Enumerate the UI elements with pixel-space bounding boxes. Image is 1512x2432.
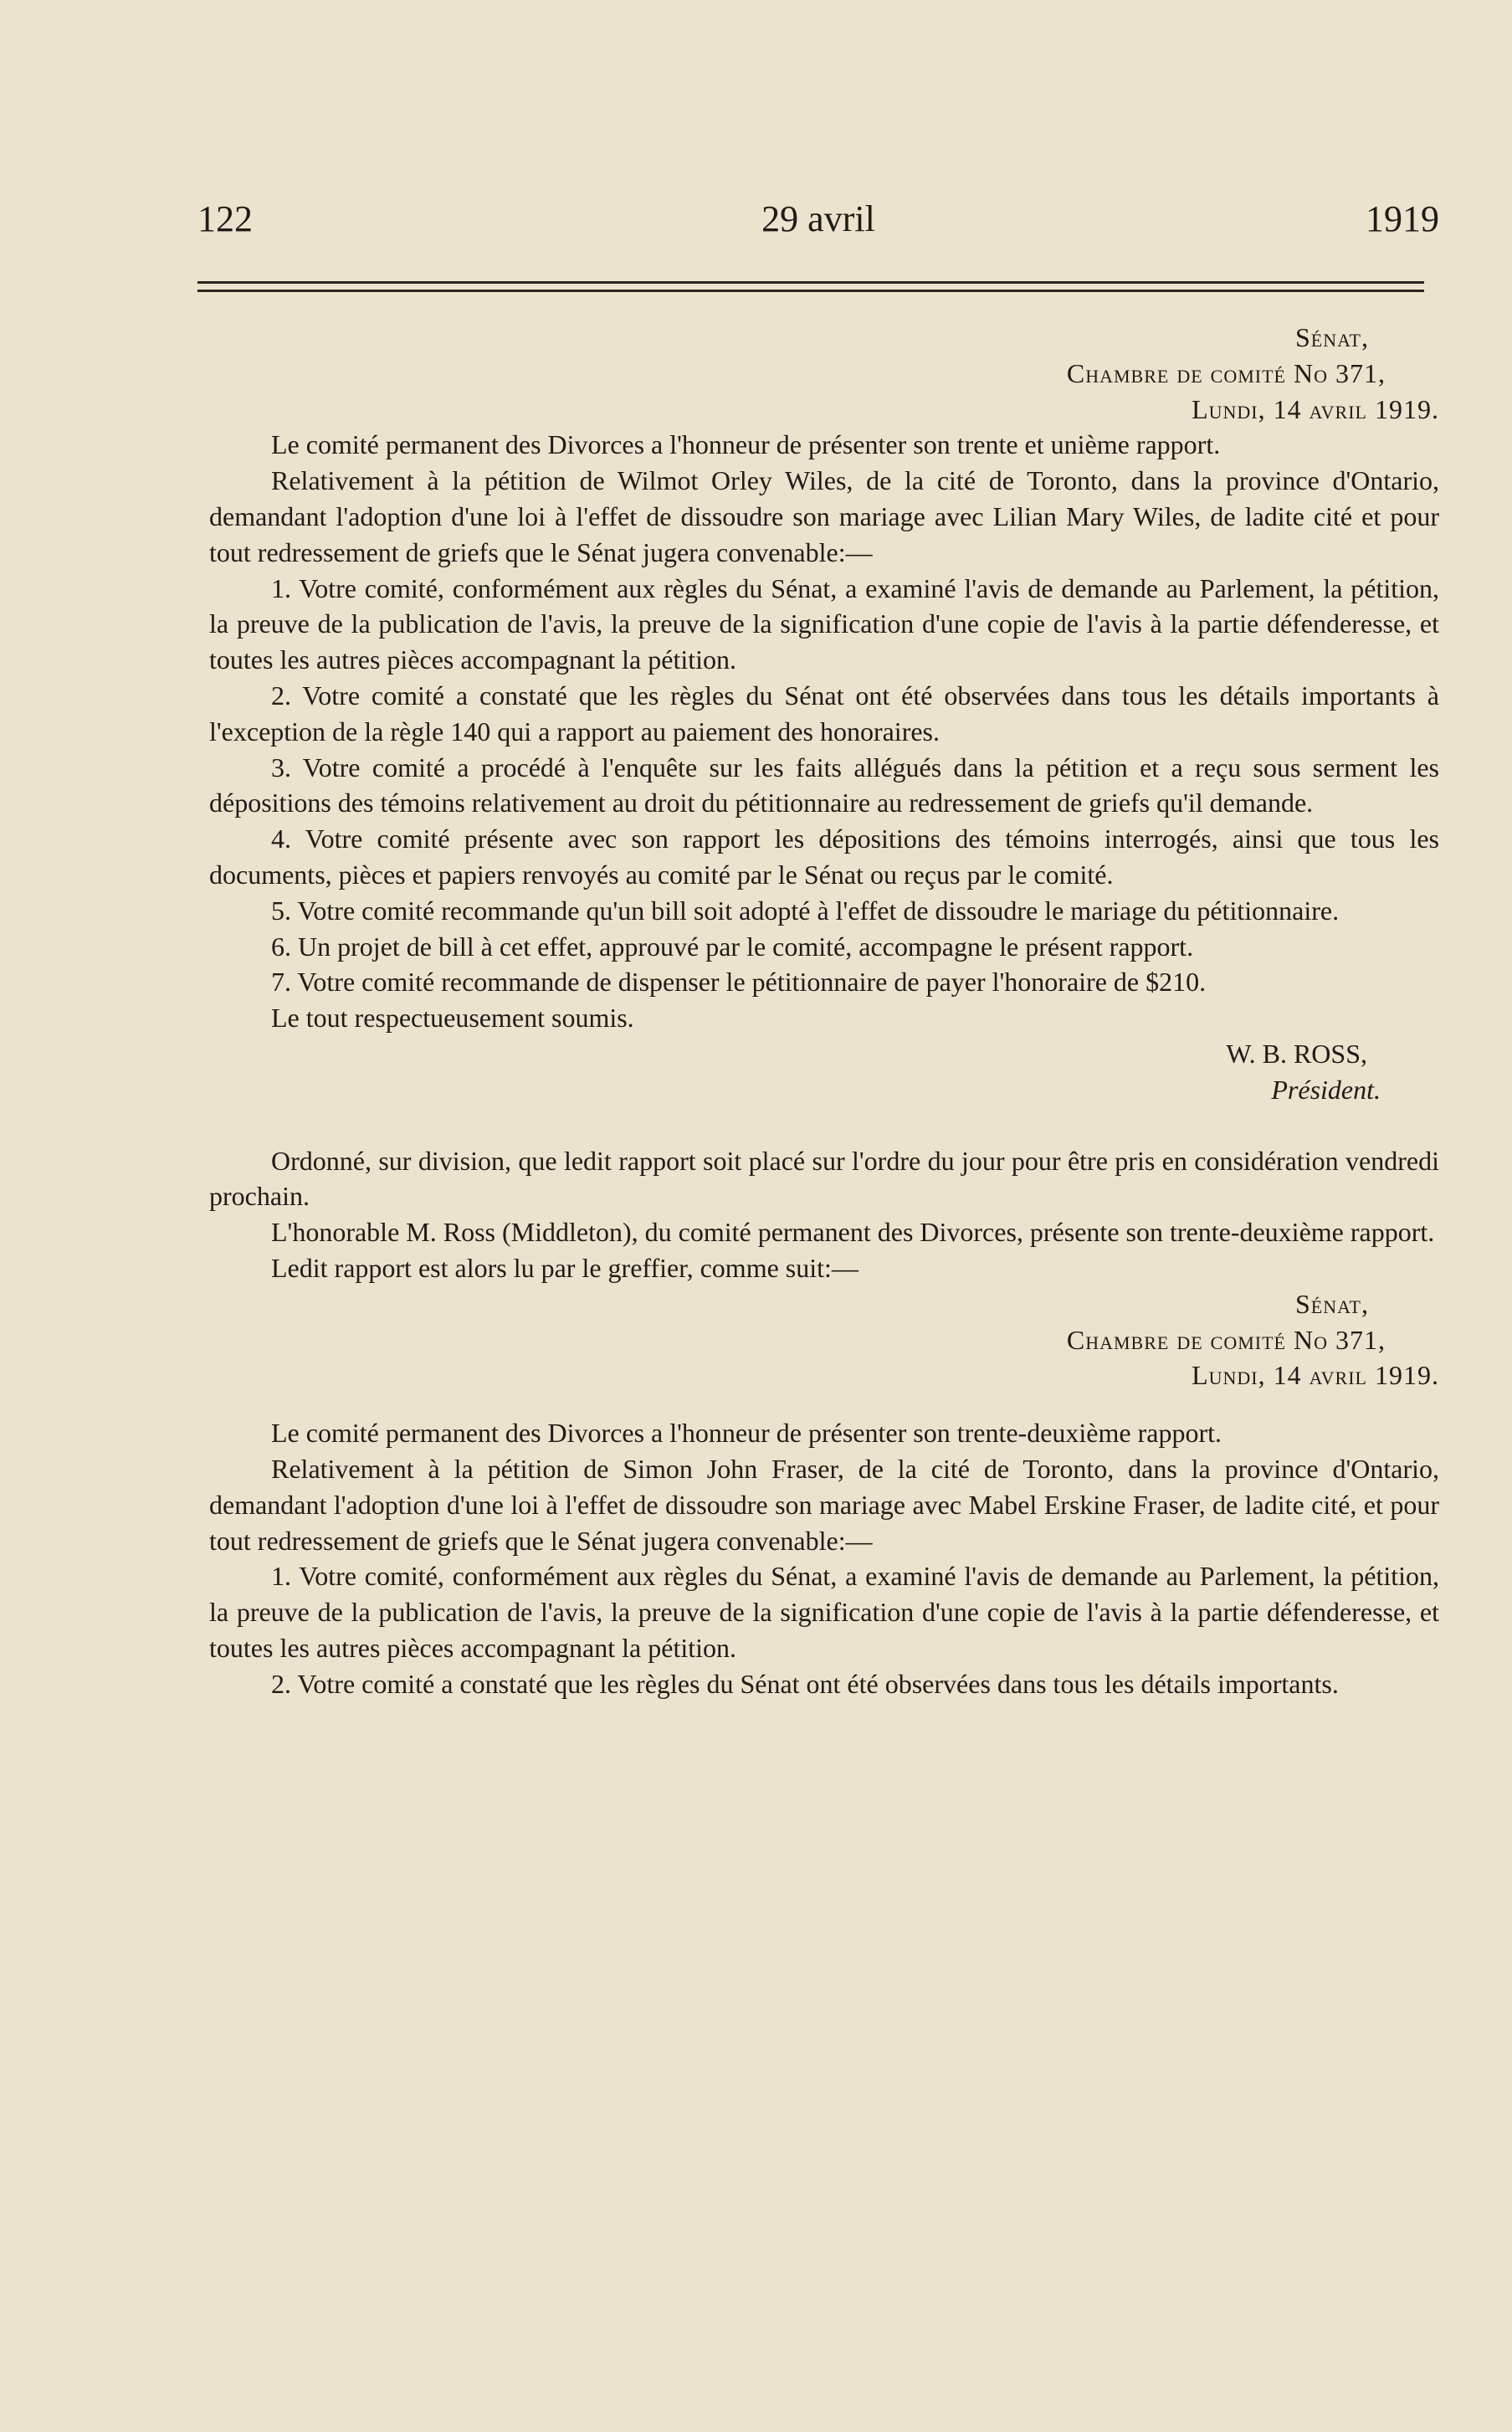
report1-senate: Sénat, — [1294, 322, 1369, 352]
report1-petition: Relativement à la pétition de Wilmot Orley Wiles, de la cité de Toronto, dans la province d'Ontario, demandant l'adoption d'une loi à l'effet de dissoudre son mariage avec Lilian Mary Wiles, de ladite cité et pour tout redressement de griefs que le Sénat jugera convenable:— — [209, 465, 1439, 567]
section-gap — [209, 1108, 1439, 1143]
report2-item-1: 1. Votre comité, conformément aux règles du Sénat, a examiné l'avis de demande au Parlement, la pétition, la preuve de la publication de l'avis, la preuve de la signification d'une copie de l'avis à la partie défenderesse, et toutes les autres pièces accompagnant la pétition. — [209, 1561, 1439, 1663]
report1-title: Président. — [1271, 1074, 1381, 1105]
report2-petition: Relativement à la pétition de Simon John Fraser, de la cité de Toronto, dans la province d'Ontario, demandant l'adoption d'une loi à l'effet de dissoudre son mariage avec Mabel Erskine Fraser, de ladite cité, et pour tout redressement de griefs que le Sénat jugera convenable:— — [209, 1453, 1439, 1556]
report1-chamber: Chambre de comité No 371, — [1066, 357, 1386, 388]
report1-item-7: 7. Votre comité recommande de dispenser le pétitionnaire de payer l'honoraire de $210. — [271, 967, 1207, 998]
header-rule-bottom — [197, 290, 1424, 292]
report1-signatory: W. B. ROSS, — [1226, 1038, 1367, 1069]
section-gap-2 — [209, 1393, 1439, 1415]
report2-item-2: 2. Votre comité a constaté que les règles du Sénat ont été observées dans tous les détails importants. — [271, 1668, 1339, 1699]
header-year: 1919 — [1366, 198, 1439, 239]
proceedings-1: Ordonné, sur division, que ledit rapport soit placé sur l'ordre du jour pour être pris en considération vendredi prochain. — [209, 1145, 1439, 1212]
header-date: 29 avril — [761, 198, 875, 239]
report1-item-1: 1. Votre comité, conformément aux règles du Sénat, a examiné l'avis de demande au Parlement, la pétition, la preuve de la publication de l'avis, la preuve de la signification d'une copie de l'avis à la partie défenderesse, et toutes les autres pièces accompagnant la pétition. — [209, 572, 1439, 675]
report2-intro: Le comité permanent des Divorces a l'honneur de présenter son trente-deuxième rapport. — [271, 1418, 1222, 1449]
header-rule-top — [197, 281, 1424, 284]
report2-chamber: Chambre de comité No 371, — [1066, 1324, 1386, 1355]
report1-item-3: 3. Votre comité a procédé à l'enquête sur les faits allégués dans la pétition et a reçu sous serment les dépositions des témoins relativement au droit du pétitionnaire au redressement de griefs qu'il demande. — [209, 752, 1439, 818]
report1-item-5: 5. Votre comité recommande qu'un bill soit adopté à l'effet de dissoudre le mariage du pétitionnaire. — [271, 895, 1340, 926]
report1-intro: Le comité permanent des Divorces a l'honneur de présenter son trente et unième rapport. — [271, 429, 1221, 460]
report1-item-2: 2. Votre comité a constaté que les règles du Sénat ont été observées dans tous les détails importants à l'exception de la règle 140 qui a rapport au paiement des honoraires. — [209, 680, 1439, 747]
report1-closing: Le tout respectueusement soumis. — [271, 1003, 634, 1034]
report2-senate: Sénat, — [1294, 1288, 1369, 1319]
report2-date: Lundi, 14 avril 1919. — [1192, 1360, 1439, 1391]
page-header — [197, 198, 1439, 248]
page-number: 122 — [197, 198, 253, 239]
report1-date: Lundi, 14 avril 1919. — [1192, 393, 1439, 424]
report1-item-6: 6. Un projet de bill à cet effet, approuvé par le comité, accompagne le présent rapport. — [271, 931, 1194, 962]
proceedings-2: L'honorable M. Ross (Middleton), du comité permanent des Divorces, présente son trente-deuxième rapport. — [271, 1217, 1435, 1248]
document-body — [209, 320, 1439, 1701]
report1-item-4: 4. Votre comité présente avec son rapport les dépositions des témoins interrogés, ainsi que tous les documents, pièces et papiers renvoyés au comité par le Sénat ou reçus par le comité. — [209, 823, 1439, 890]
proceedings-3: Ledit rapport est alors lu par le greffier, comme suit:— — [271, 1252, 859, 1283]
